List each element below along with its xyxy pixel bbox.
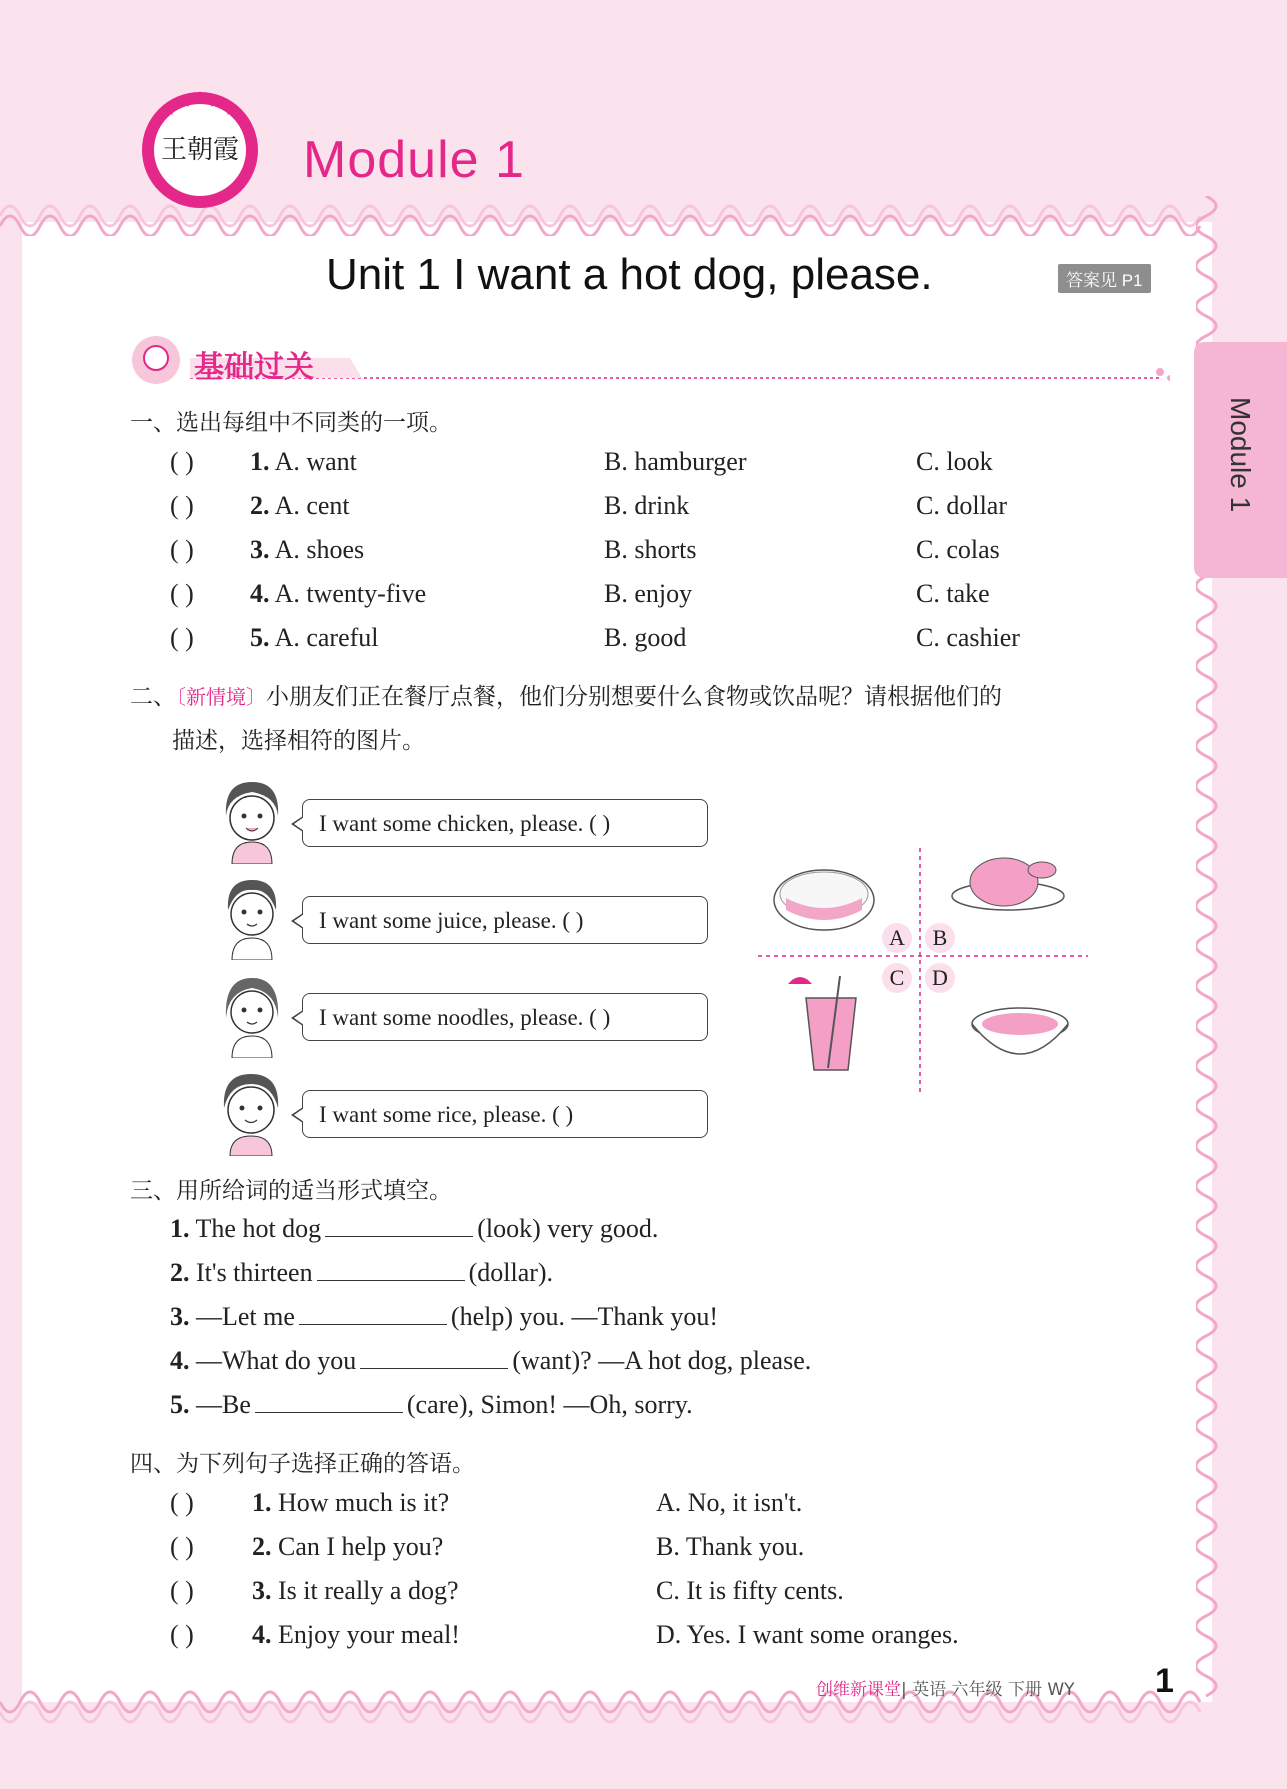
item-number: 1. (250, 447, 270, 476)
answer-paren[interactable]: ( ) (170, 1532, 194, 1561)
q2-title (130, 678, 1002, 711)
answer-paren[interactable]: ( ) (170, 1620, 194, 1649)
question-text: How much is it? (278, 1488, 450, 1517)
sentence-after: (look) very good. (477, 1214, 659, 1243)
q1-option-a (250, 535, 364, 565)
sentence-before: It's thirteen (196, 1258, 313, 1287)
q1-option-b: B. enjoy (604, 579, 693, 608)
q1-option-c: C. look (916, 447, 993, 476)
fill-blank-item (170, 1390, 693, 1420)
page-number: 1 (1155, 1662, 1174, 1700)
item-number: 1. (170, 1214, 190, 1243)
q1-option-a (250, 491, 350, 521)
q4-question (252, 1576, 459, 1606)
sentence-after: (dollar). (468, 1258, 554, 1287)
q1-option-a (250, 579, 426, 609)
q1-option-c: C. take (916, 579, 990, 608)
item-number: 5. (170, 1390, 190, 1419)
option-text: A. want (274, 447, 357, 476)
side-tab-module (1194, 342, 1287, 578)
item-number: 5. (250, 623, 270, 652)
q1-title: 一、选出每组中不同类的一项。 (130, 410, 452, 436)
q1-option-b: B. shorts (604, 535, 697, 564)
item-number: 4. (170, 1346, 190, 1375)
answer-blank[interactable] (299, 1302, 447, 1325)
sentence-before: —What do you (196, 1346, 357, 1375)
item-number: 2. (252, 1532, 272, 1561)
noodles-bowl-icon (972, 1008, 1068, 1054)
speech-bubble: I want some rice, please. ( ) (302, 1090, 708, 1138)
section-header (130, 336, 1170, 386)
q2-tag: 〔新情境〕 (176, 685, 266, 709)
item-number: 1. (252, 1488, 272, 1517)
sentence-before: —Let me (196, 1302, 295, 1331)
answer-paren[interactable]: ( ) (170, 535, 194, 564)
footer-info (816, 1675, 1075, 1700)
q1-option-b: B. good (604, 623, 687, 652)
q2-title-line1: 小朋友们正在餐厅点餐，他们分别想要什么食物或饮品呢？请根据他们的 (266, 684, 1002, 710)
sentence-after: (want)? —A hot dog, please. (512, 1346, 812, 1375)
girl-icon (218, 970, 286, 1058)
q1-option-a (250, 447, 357, 477)
unit-title: Unit 1 I want a hot dog, please. (326, 250, 933, 299)
item-number: 3. (170, 1302, 190, 1331)
fill-blank-item (170, 1214, 658, 1244)
option-text: A. shoes (274, 535, 365, 564)
fill-blank-item (170, 1346, 811, 1376)
option-text: A. cent (274, 491, 350, 520)
answer-paren[interactable]: ( ) (170, 623, 194, 652)
fill-blank-item (170, 1302, 718, 1332)
answer-blank[interactable] (325, 1214, 473, 1237)
answer-blank[interactable] (255, 1390, 403, 1413)
item-number: 4. (250, 579, 270, 608)
girl-icon (218, 776, 286, 864)
boy-icon (218, 872, 286, 960)
q4-answer-option: A. No, it isn't. (656, 1488, 803, 1517)
item-number: 2. (170, 1258, 190, 1287)
q4-answer-option: D. Yes. I want some oranges. (656, 1620, 959, 1649)
item-number: 3. (252, 1576, 272, 1605)
boy-icon (214, 1068, 288, 1156)
speech-bubble: I want some juice, please. ( ) (302, 896, 708, 944)
answer-paren[interactable]: ( ) (170, 491, 194, 520)
option-letter-c: C (882, 963, 912, 993)
item-number: 3. (250, 535, 270, 564)
footer-book-info: | 英语 六年级 下册 WY (901, 1680, 1075, 1700)
q1-option-c: C. dollar (916, 491, 1007, 520)
answer-paren[interactable]: ( ) (170, 1576, 194, 1605)
q1-option-c: C. colas (916, 535, 1000, 564)
question-text: Can I help you? (278, 1532, 444, 1561)
wangzhaoxia-logo (138, 88, 262, 212)
q2-title-line2: 描述，选择相符的图片。 (172, 728, 425, 754)
rice-bowl-icon (774, 870, 874, 930)
sentence-before: The hot dog (195, 1214, 322, 1243)
q4-question (252, 1620, 460, 1650)
option-text: A. twenty-five (274, 579, 427, 608)
sentence-after: (care), Simon! —Oh, sorry. (406, 1390, 693, 1419)
option-letter-b: B (925, 923, 955, 953)
answer-paren[interactable]: ( ) (170, 447, 194, 476)
module-title: Module 1 (303, 131, 525, 189)
question-text: Enjoy your meal! (278, 1620, 460, 1649)
answer-blank[interactable] (317, 1258, 465, 1281)
q1-option-b: B. drink (604, 491, 690, 520)
q1-option-a (250, 623, 379, 653)
option-letter-a: A (882, 923, 912, 953)
juice-glass-icon (788, 976, 856, 1070)
q4-question (252, 1532, 443, 1562)
q4-answer-option: C. It is fifty cents. (656, 1576, 844, 1605)
speech-bubble: I want some noodles, please. ( ) (302, 993, 708, 1041)
answer-paren[interactable]: ( ) (170, 579, 194, 608)
sentence-after: (help) you. —Thank you! (450, 1302, 719, 1331)
sentence-before: —Be (196, 1390, 251, 1419)
q4-question (252, 1488, 449, 1518)
chicken-icon (952, 858, 1064, 910)
q4-answer-option: B. Thank you. (656, 1532, 805, 1561)
q4-title: 四、为下列句子选择正确的答语。 (130, 1451, 475, 1477)
q2-prefix: 二、 (130, 684, 176, 710)
answer-reference-badge: 答案见 P1 (1058, 264, 1151, 293)
food-picture-grid (758, 848, 1088, 1092)
wavy-border-bottom (0, 1690, 1287, 1730)
q3-title: 三、用所给词的适当形式填空。 (130, 1178, 452, 1204)
footer-brand: 创维新课堂 (816, 1680, 901, 1700)
option-letter-d: D (925, 963, 955, 993)
section-label: 基础过关 (194, 350, 314, 385)
logo-text: 王朝霞 (160, 135, 240, 165)
question-text: Is it really a dog? (278, 1576, 459, 1605)
fill-blank-item (170, 1258, 553, 1288)
answer-paren[interactable]: ( ) (170, 1488, 194, 1517)
item-number: 4. (252, 1620, 272, 1649)
side-tab-label: Module 1 (1225, 397, 1256, 513)
answer-blank[interactable] (360, 1346, 508, 1369)
option-text: A. careful (274, 623, 379, 652)
speech-bubble: I want some chicken, please. ( ) (302, 799, 708, 847)
item-number: 2. (250, 491, 270, 520)
q1-option-b: B. hamburger (604, 447, 747, 476)
q1-option-c: C. cashier (916, 623, 1020, 652)
